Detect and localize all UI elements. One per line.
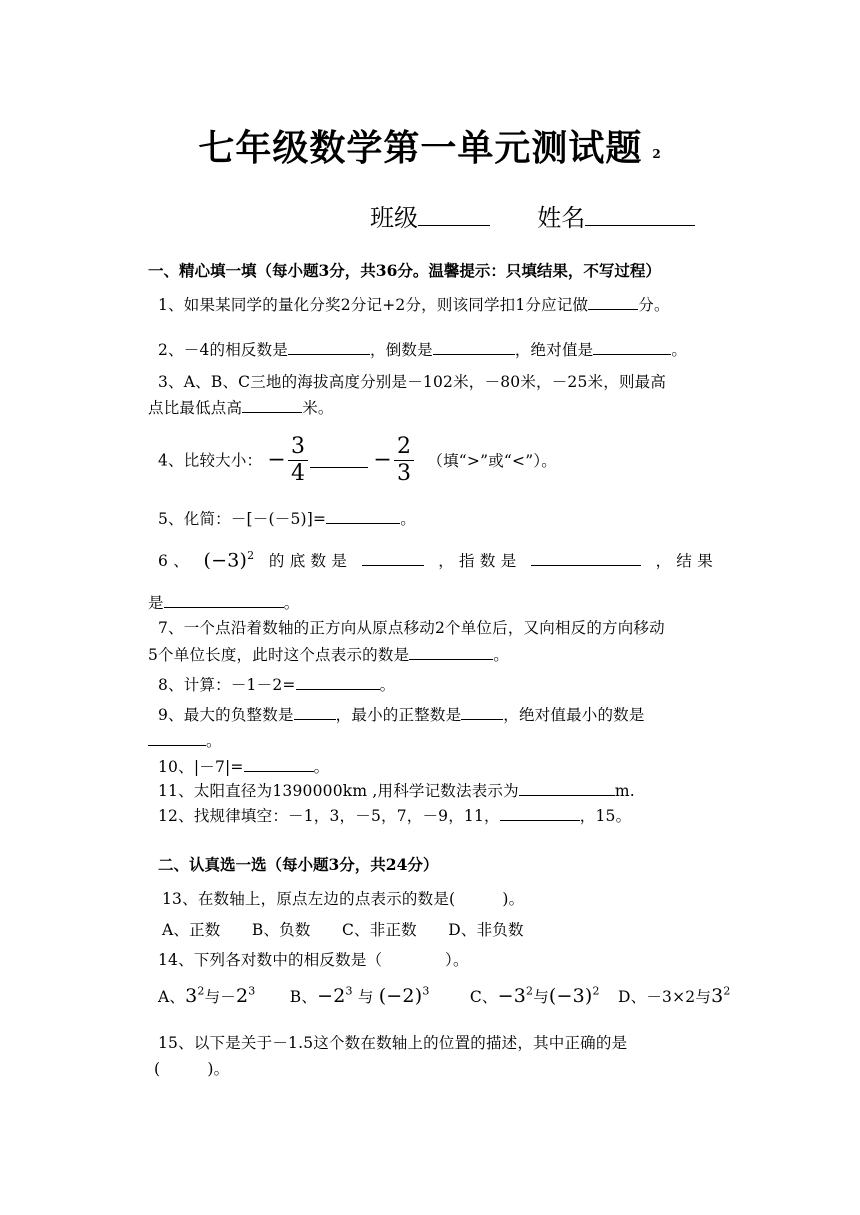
name-blank[interactable]	[585, 203, 695, 226]
q14-option-b[interactable]: B、$-2^3$ 与 $(-2)^3$	[289, 985, 430, 1008]
question-15-line-2: ( )。	[154, 1060, 230, 1078]
q2-blank-3[interactable]	[593, 340, 671, 355]
question-11: 11、太阳直径为1390000km ,用科学记数法表示为 m.	[158, 782, 635, 800]
q2-blank-1[interactable]	[288, 340, 370, 355]
q2-blank-2[interactable]	[433, 340, 515, 355]
q9-blank-2[interactable]	[461, 705, 503, 720]
question-8: 8、计算：－1－2= 。	[158, 676, 396, 694]
q6-blank-3[interactable]	[164, 593, 284, 608]
q11-blank[interactable]	[519, 781, 615, 796]
q9-blank-1[interactable]	[294, 705, 336, 720]
section-2-heading: 二、认真选一选（每小题3分，共24分）	[158, 855, 439, 874]
page-title	[0, 120, 860, 171]
q10-blank[interactable]	[244, 757, 314, 772]
question-13-options: A、正数 B、负数 C、非正数 D、非负数	[162, 921, 524, 939]
q4-blank[interactable]	[310, 453, 368, 468]
q3-blank[interactable]	[242, 398, 302, 413]
q8-blank[interactable]	[296, 675, 380, 690]
class-blank[interactable]	[418, 203, 490, 226]
q14-option-d[interactable]: D、－3×2与$3^2$	[618, 985, 731, 1008]
q14-option-a[interactable]: A、$3^2$与$-2^3$	[158, 985, 256, 1008]
title-text: 七年级数学第一单元测试题	[198, 127, 643, 169]
question-3-line-1: 3、A、B、C三地的海拔高度分别是－102米，－80米，－25米，则最高	[158, 373, 667, 391]
q7-blank[interactable]	[409, 645, 493, 660]
q9-blank-3[interactable]	[148, 731, 206, 746]
q12-blank[interactable]	[500, 806, 580, 821]
class-name-line	[370, 198, 695, 233]
question-1: 1、如果某同学的量化分奖2分记+2分，则该同学扣1分应记做 分。	[158, 296, 670, 314]
q6-blank-1[interactable]	[362, 551, 424, 566]
question-6-line-1: 6 、 $(-3)^2$ 的 底 数 是 ， 指 数 是 ， 结 果	[158, 549, 713, 572]
question-7-line-1: 7、一个点沿着数轴的正方向从原点移动2个单位后，又向相反的方向移动	[158, 619, 665, 637]
question-15-line-1: 15、以下是关于－1.5这个数在数轴上的位置的描述，其中正确的是	[158, 1034, 628, 1052]
q1-blank[interactable]	[588, 295, 638, 310]
question-9-line-2: 。	[148, 729, 222, 751]
fraction-2-minus: −	[373, 447, 393, 473]
fraction-neg-2-3: $\frac{2}{3}$	[394, 434, 414, 487]
question-4: 4、比较大小： − $\frac{3}{4}$ − $\frac{2}{3}$ （填“>”或“<”）。	[158, 434, 557, 486]
question-2: 2、－4的相反数是 ，倒数是 ，绝对值是 。	[158, 341, 688, 359]
section-1-heading: 一、精心填一填（每小题3分，共36分。温馨提示：只填结果，不写过程）	[148, 261, 661, 280]
fraction-neg-3-4: $\frac{3}{4}$	[288, 434, 308, 487]
question-10: 10、|－7|= 。	[158, 758, 330, 776]
question-5: 5、化简：－[－(－5)]= 。	[158, 510, 416, 528]
name-label: 姓名	[537, 204, 586, 232]
title-superscript: 2	[652, 147, 662, 161]
q6-expression: $(-3)^2$	[203, 549, 255, 572]
q14-option-c[interactable]: C、$-3^2$与$(-3)^2$	[469, 985, 600, 1008]
question-14-options	[158, 985, 731, 1007]
question-7-line-2: 5个单位长度，此时这个点表示的数是 。	[148, 646, 509, 664]
question-6-line-2: 是 。	[148, 594, 300, 612]
question-12: 12、找规律填空：－1，3，－5，7，－9，11， ，15。	[158, 807, 632, 825]
question-3-line-2: 点比最低点高 米。	[148, 399, 334, 417]
class-label: 班级	[370, 204, 418, 232]
question-13-stem: 13、在数轴上，原点左边的点表示的数是( )。	[162, 890, 525, 908]
fraction-1-minus: −	[267, 447, 287, 473]
question-14-stem: 14、下列各对数中的相反数是（ ）。	[158, 951, 469, 969]
q5-blank[interactable]	[326, 509, 400, 524]
question-9-line-1: 9、最大的负整数是 ，最小的正整数是 ，绝对值最小的数是	[158, 706, 645, 724]
q6-blank-2[interactable]	[531, 551, 641, 566]
